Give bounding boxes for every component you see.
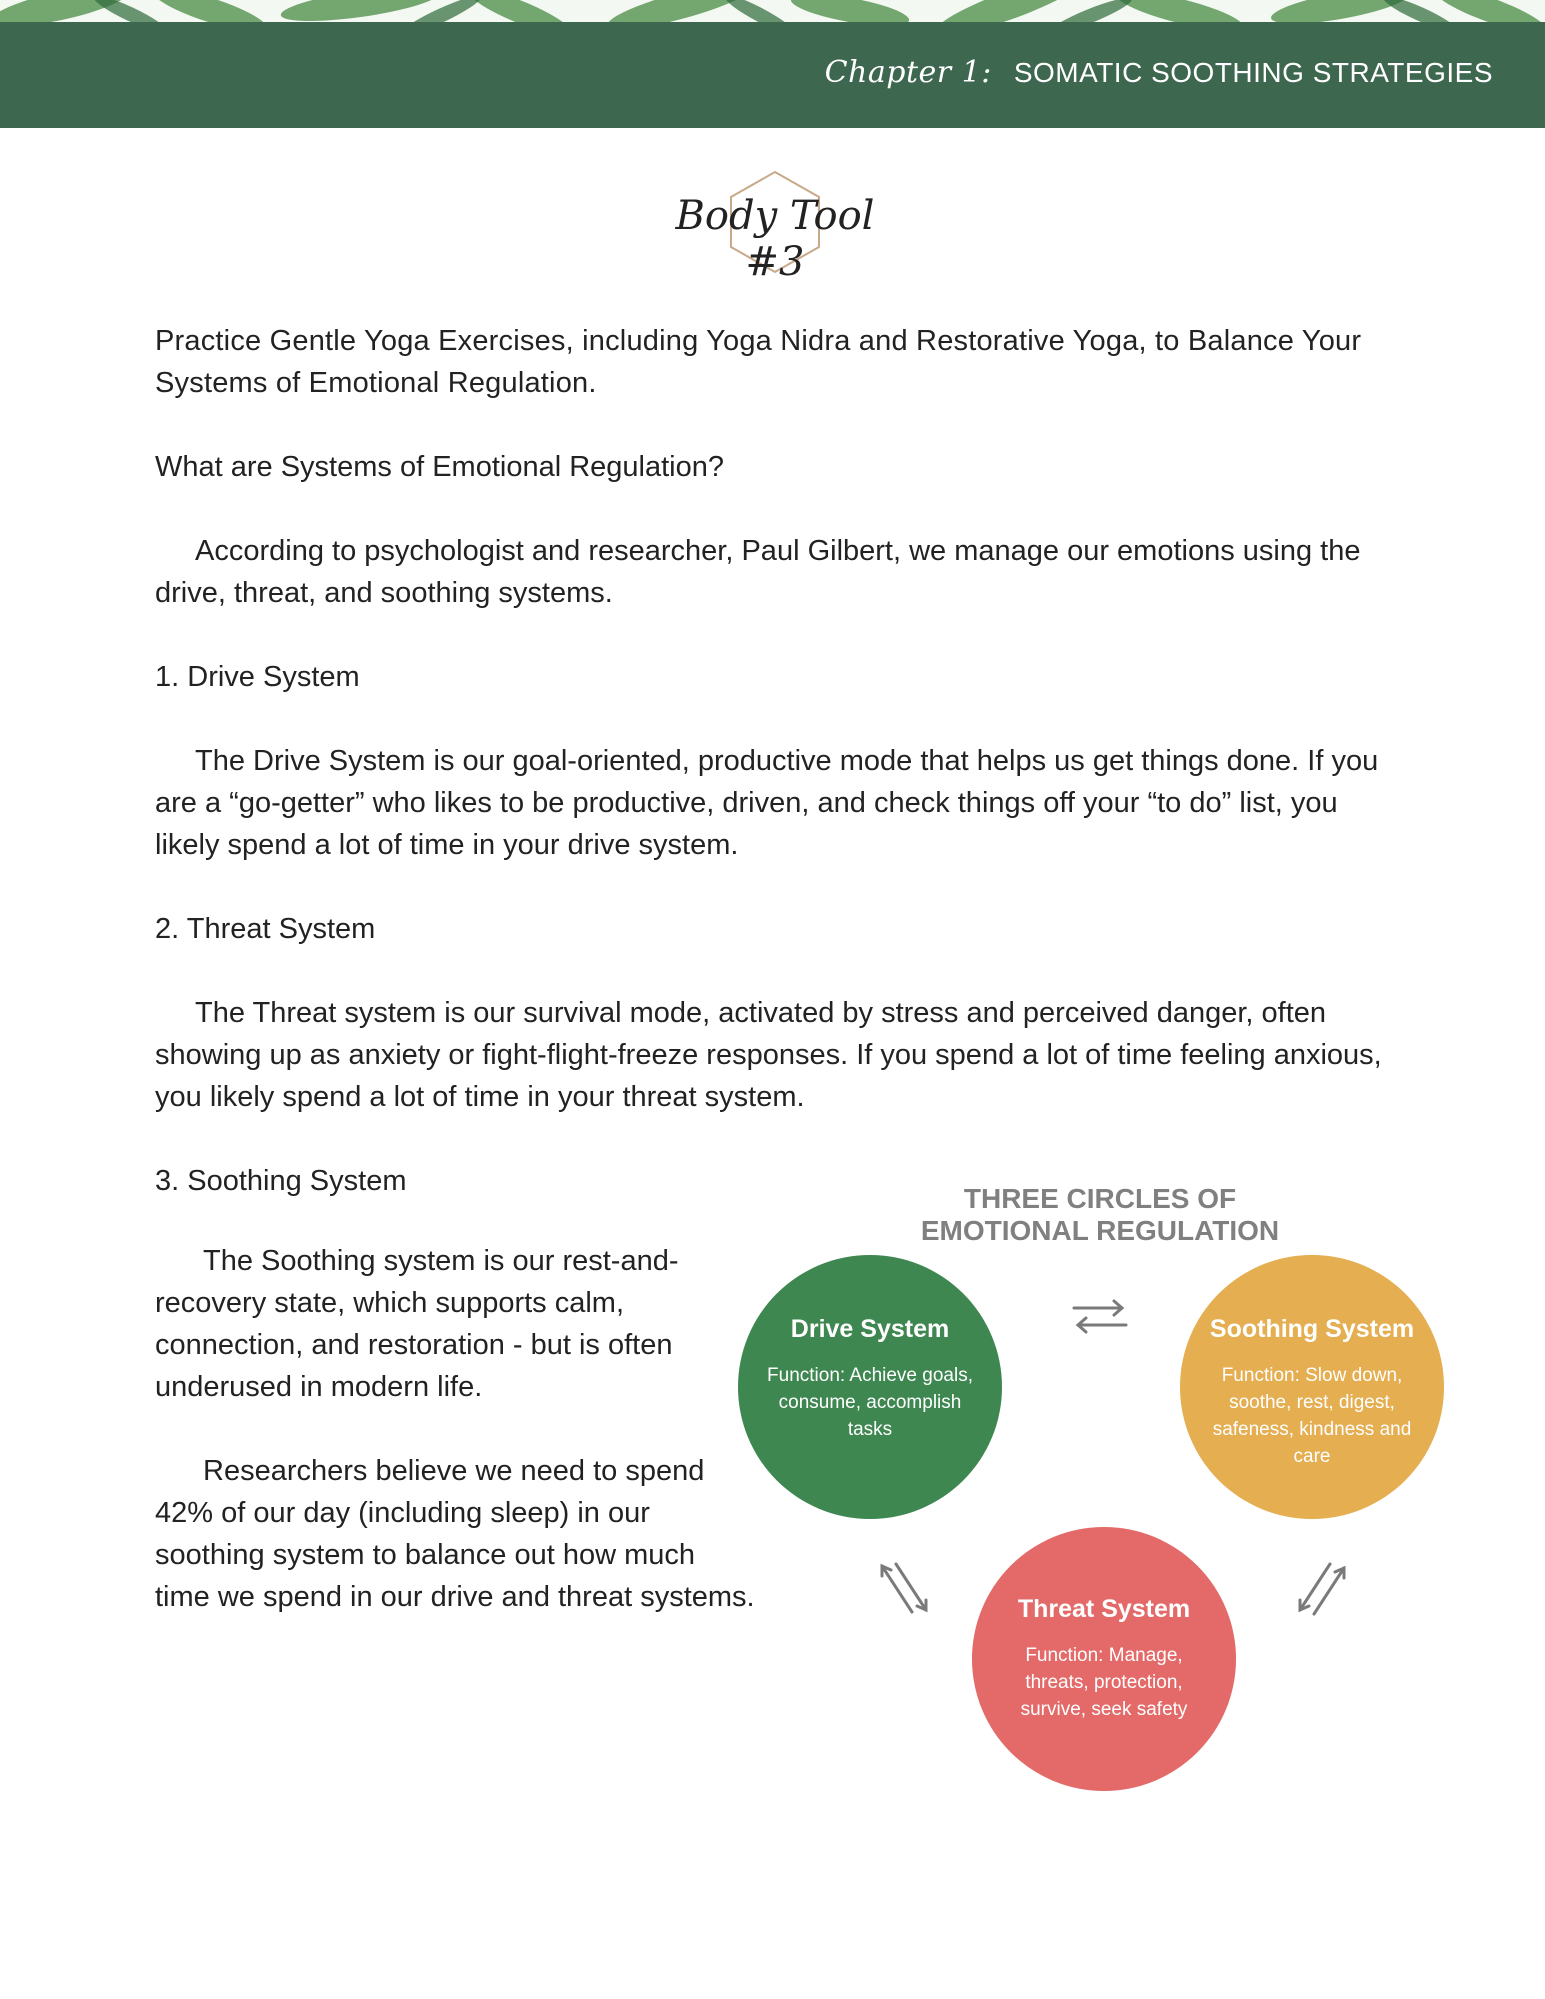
diagram-title-line1: THREE CIRCLES OF [963,1183,1237,1214]
drive-circle [738,1255,1002,1519]
section-text-soothing: The Soothing system is our rest-and-recovery state, which supports calm, connection, and restoration - but is often underused in modern life. [155,1245,679,1403]
section-text-threat: The Threat system is our survival mode, activated by stress and perceived danger, often showing up as anxiety or fight-flight-freeze responses. If you spend a lot of time feeling anxious, you likely spend a lot of time in your threat system. [155,997,1382,1113]
drive-circle-title: Drive System [790,1315,950,1343]
threat-circle-title: Threat System [1017,1595,1191,1623]
threat-circle [972,1527,1236,1791]
soothing-circle-function: Function: Slow down, soothe, rest, digest, safeness, kindness and care [1212,1365,1412,1467]
intro-title: Practice Gentle Yoga Exercises, including Yoga Nidra and Restorative Yoga, to Balance Your Systems of Emotional Regulation. [155,325,1362,399]
chapter-label: Chapter 1: [824,55,992,90]
section-text-drive: The Drive System is our goal-oriented, productive mode that helps us get things done. If you are a “go-getter” who likes to be productive, driven, and check things off your “to do” list, you likely spend a lot of time in your drive system. [155,745,1379,861]
tool-badge [640,168,910,285]
section-number: 1. [155,661,180,693]
section-text-soothing-research: Researchers believe we need to spend 42% of our day (including sleep) in our soothing system to balance out how much time we spend in our drive and threat systems. [155,1455,755,1613]
intro-paragraph: According to psychologist and researcher, Paul Gilbert, we manage our emotions using the drive, threat, and soothing systems. [155,535,1361,609]
tool-title: Body Tool #3 [675,193,875,285]
three-circles-diagram [730,1175,1450,1805]
section-title: Soothing System [187,1165,407,1197]
exchange-arrows-icon [1070,1297,1130,1337]
soothing-circle [1180,1255,1444,1519]
diagram-title-line2: EMOTIONAL REGULATION [920,1215,1280,1246]
soothing-circle-title: Soothing System [1209,1315,1415,1343]
section-number: 2. [155,913,180,945]
exchange-arrows-right-icon [1290,1560,1350,1620]
section-title: Threat System [186,913,376,945]
section-heading-drive [155,656,1405,698]
exchange-arrows-left-icon [876,1560,936,1620]
chapter-title: SOMATIC SOOTHING STRATEGIES [1013,57,1493,88]
leaf-border-image [0,0,1545,24]
soothing-text-block [155,1240,755,1618]
section-heading-threat [155,908,1405,950]
section-title: Drive System [187,661,360,693]
drive-circle-function: Function: Achieve goals, consume, accomplish tasks [767,1365,973,1440]
chapter-header [825,55,1493,90]
question-heading: What are Systems of Emotional Regulation? [155,451,724,483]
section-number: 3. [155,1165,180,1197]
document-body [155,320,1405,1202]
threat-circle-function: Function: Manage, threats, protection, survive, seek safety [1020,1645,1188,1720]
diagram-title [730,1183,1470,1247]
